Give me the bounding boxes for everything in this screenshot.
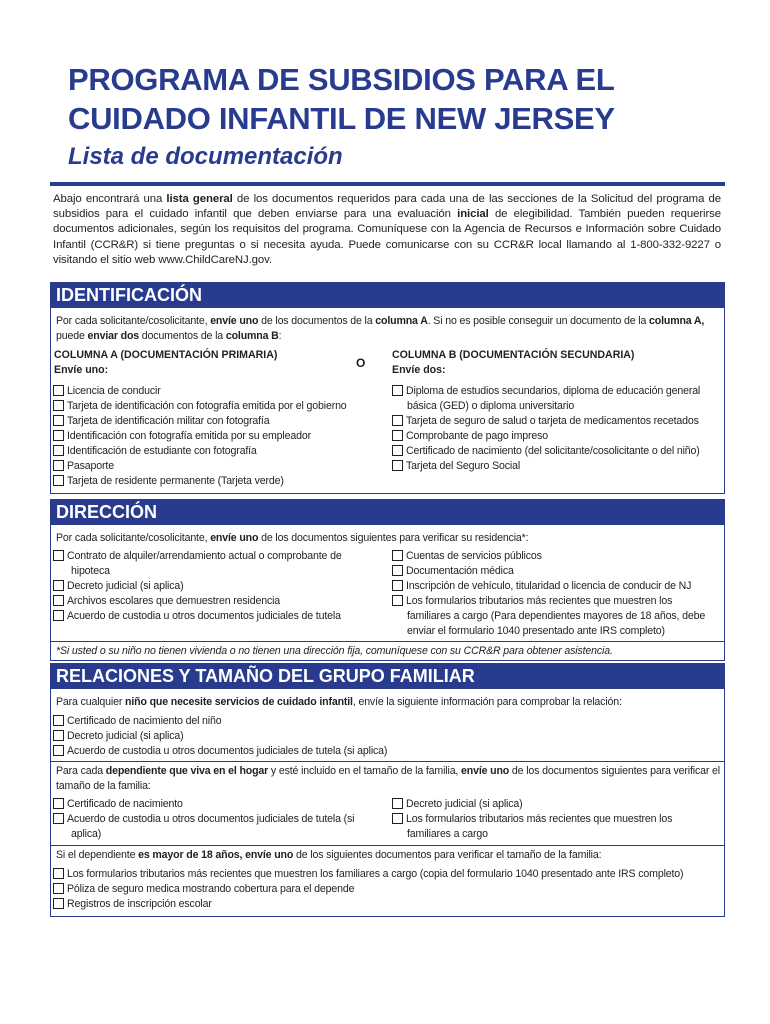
checkbox-item[interactable] [53,744,387,759]
checkbox-item[interactable] [53,549,342,564]
checkbox[interactable] [392,565,403,576]
checkbox-item[interactable] [53,729,184,744]
checkbox[interactable] [53,868,64,879]
title-rule [50,182,725,186]
instr-bold: columna B [225,329,279,342]
checkbox[interactable] [392,460,403,471]
checkbox-label: Comprobante de pago impreso [406,430,548,442]
intro-bold: lista general [166,193,233,205]
checkbox-label: hipoteca [71,565,110,577]
checkbox-label: Acuerdo de custodia u otros documentos judiciales de tutela [67,610,341,622]
identificacion-instructions [56,314,721,343]
checkbox-label: Certificado de nacimiento [67,798,183,810]
checkbox-label: Acuerdo de custodia u otros documentos judiciales de tutela (si [67,813,355,825]
checkbox-label: Decreto judicial (si aplica) [67,730,184,742]
instr-bold: envíe uno [210,315,259,327]
instr-bold: dependiente que viva en el hogar [105,765,269,777]
checkbox-item[interactable] [392,459,520,474]
checkbox-item[interactable] [53,714,222,729]
instr-text: y esté incluido en el tamaño de la familia, [268,765,462,777]
checkbox-label: Registros de inscripción escolar [67,898,212,910]
instr-bold: envíe uno [210,532,259,544]
checkbox-item[interactable] [392,594,672,609]
checkbox-label: Póliza de seguro medica mostrando cobertura para el depende [67,883,355,895]
checkbox[interactable] [53,430,64,441]
checkbox-label: básica (GED) o diploma universitario [407,400,575,412]
checkbox[interactable] [53,745,64,756]
instr-bold: enviar dos [87,329,140,342]
instr-text: documentos de la [139,329,226,342]
instr-bold: columna A [375,315,428,327]
checkbox-item[interactable] [53,882,354,897]
checkbox[interactable] [392,430,403,441]
column-b-title: COLUMNA B (DOCUMENTACIÓN SECUNDARIA) [392,349,635,361]
checkbox-label: familiares a cargo (Para dependientes mayores de 18 años, debe [407,610,706,622]
instr-text: de los siguientes documentos para verificar el tamaño de la familia: [293,849,602,861]
checkbox-item[interactable] [53,429,311,444]
checkbox-item[interactable] [392,812,672,827]
divider [51,761,724,762]
checkbox-item[interactable] [53,384,161,399]
instr-text: Para cualquier [56,696,126,708]
checkbox-label: Licencia de conducir [67,385,161,397]
intro-paragraph [53,192,721,268]
checkbox-item[interactable] [392,797,523,812]
checkbox-label: aplica) [71,828,102,840]
checkbox-label: Tarjeta del Seguro Social [406,460,521,472]
checkbox-label: enviar el formulario 1040 presentado ante IRS completo) [407,625,665,637]
divider [51,845,724,846]
checkbox-continuation [392,399,574,414]
title-line-2: CUIDADO INFANTIL DE NEW JERSEY [68,101,615,136]
checkbox-item[interactable] [392,549,542,564]
checkbox-label: Archivos escolares que demuestren residencia [67,595,281,607]
instr-text: de los documentos siguientes para verificar el tamaño de la familia: [56,765,720,792]
title-line-1: PROGRAMA DE SUBSIDIOS PARA EL [68,62,615,97]
checkbox-item[interactable] [53,797,183,812]
checkbox-label: Pasaporte [67,460,114,472]
checkbox-label: Inscripción de vehículo, titularidad o licencia de conducir de NJ [406,580,692,592]
checkbox-label: Cuentas de servicios públicos [406,550,542,562]
checkbox[interactable] [392,385,403,396]
checkbox[interactable] [53,595,64,606]
instr-text: , envíe la siguiente información para comprobar la relación: [352,696,622,708]
checkbox-item[interactable] [53,444,257,459]
checkbox-label: Los formularios tributarios más recientes que muestren los familiares a cargo (copia del formulario 1040 presentado ante IRS completo) [67,868,684,880]
checkbox-item[interactable] [53,594,280,609]
checkbox-label: Contrato de alquiler/arrendamiento actual o comprobante de [67,550,342,562]
checkbox-item[interactable] [53,897,212,912]
relaciones-instructions-1 [56,695,721,710]
checkbox-item[interactable] [53,579,184,594]
checkbox-continuation [56,827,101,842]
instr-text: Para cada [56,765,106,777]
checkbox-label: Tarjeta de identificación militar con fotografía [67,415,270,427]
checkbox[interactable] [53,475,64,486]
intro-bold: inicial [457,208,489,221]
instr-text: de los documentos de la [258,315,376,327]
instr-text: Por cada solicitante/cosolicitante, [56,315,211,327]
checkbox-item[interactable] [53,459,114,474]
checkbox[interactable] [53,445,64,456]
column-a-subtitle: Envíe uno: [54,364,109,376]
intro-text: de elegibilidad. También pueden requerirse documentos adicionales, según los requisitos del programa. Comuníquese con la Agencia de Recursos e Información sobre Cuidado Infantil (CCR&R) si tiene preguntas o si necesita ayuda. Puede comunicarse con su CCR&R local llamando al 1-800-332-9227 o visitando el sitio web www.ChildCareNJ.gov. [53,208,721,266]
checkbox[interactable] [392,550,403,561]
relaciones-heading: RELACIONES Y TAMAÑO DEL GRUPO FAMILIAR [51,664,724,689]
checkbox[interactable] [53,798,64,809]
checkbox-label: Certificado de nacimiento (del solicitante/cosolicitante o del niño) [406,445,700,457]
checkbox-label: Acuerdo de custodia u otros documentos judiciales de tutela (si aplica) [67,745,388,757]
checkbox[interactable] [53,813,64,824]
checkbox-item[interactable] [53,474,284,489]
checkbox-item[interactable] [53,414,269,429]
checkbox-label: Diploma de estudios secundarios, diploma de educación general [406,385,701,397]
checkbox-item[interactable] [53,812,354,827]
checkbox-label: familiares a cargo [407,828,488,840]
checkbox-continuation [392,624,665,639]
checkbox-item[interactable] [53,867,683,882]
checkbox[interactable] [53,400,64,411]
checkbox[interactable] [53,385,64,396]
instr-text: puede [56,329,88,342]
instr-text: . Si no es posible conseguir un documento de la [427,315,650,327]
checkbox-item[interactable] [392,384,700,399]
direccion-heading: DIRECCIÓN [51,500,724,525]
checkbox-item[interactable] [392,414,699,429]
checkbox[interactable] [53,550,64,561]
checkbox[interactable] [392,813,403,824]
checkbox-item[interactable] [53,399,347,414]
checkbox-label: Tarjeta de residente permanente (Tarjeta verde) [67,475,284,487]
checkbox-item[interactable] [392,444,700,459]
checkbox-label: Tarjeta de seguro de salud o tarjeta de medicamentos recetados [406,415,699,427]
instr-text: de los documentos siguientes para verificar su residencia*: [258,532,529,544]
checkbox-label: Documentación médica [406,565,514,577]
page-subtitle: Lista de documentación [68,143,343,170]
direccion-instructions [56,531,721,546]
checkbox-label: Identificación de estudiante con fotografía [67,445,257,457]
checkbox-item[interactable] [392,579,691,594]
homeless-note: *Si usted o su niño no tienen vivienda o no tienen una dirección fija, comuníquese con su CCR&R para obtener asistencia. [56,645,613,657]
relaciones-section [50,663,725,917]
checkbox[interactable] [392,415,403,426]
checkbox[interactable] [53,715,64,726]
page-title [68,60,748,138]
relaciones-instructions-2 [56,764,721,793]
checkbox-label: Tarjeta de identificación con fotografía emitida por el gobierno [67,400,347,412]
instr-text: Por cada solicitante/cosolicitante, [56,532,211,544]
checkbox[interactable] [53,883,64,894]
checkbox-continuation [392,609,705,624]
identificacion-heading: IDENTIFICACIÓN [51,283,724,308]
identificacion-section [50,282,725,494]
intro-text: Abajo encontrará una [53,193,167,205]
direccion-section [50,499,725,661]
checkbox[interactable] [392,798,403,809]
checkbox-item[interactable] [53,609,341,624]
instr-text: Si el dependiente [56,849,139,861]
checkbox[interactable] [392,595,403,606]
checkbox[interactable] [53,580,64,591]
checkbox[interactable] [392,445,403,456]
checkbox-label: Identificación con fotografía emitida por su empleador [67,430,311,442]
checkbox-continuation [56,564,110,579]
checkbox-label: Decreto judicial (si aplica) [406,798,523,810]
column-a-title: COLUMNA A (DOCUMENTACIÓN PRIMARIA) [54,349,278,361]
checkbox-label: Los formularios tributarios más recientes que muestren los [406,595,673,607]
checkbox-label: Decreto judicial (si aplica) [67,580,184,592]
checkbox-label: Certificado de nacimiento del niño [67,715,222,727]
checkbox-continuation [392,827,488,842]
divider [51,641,724,642]
checkbox[interactable] [53,730,64,741]
checkbox[interactable] [53,610,64,621]
instr-text: : [278,329,282,342]
instr-bold: niño que necesite servicios de cuidado infantil [125,696,353,708]
checkbox-label: Los formularios tributarios más recientes que muestren los [406,813,673,825]
column-b-subtitle: Envíe dos: [392,364,446,376]
checkbox[interactable] [53,898,64,909]
instr-bold: columna A, [649,315,705,327]
checkbox[interactable] [53,460,64,471]
intro-text: de los documentos requeridos para cada una de las secciones de la Solicitud del programa de subsidios para el cuidado infantil que deben enviarse para una evaluación [53,193,721,221]
checkbox-item[interactable] [392,429,548,444]
instr-bold: es mayor de 18 años, envíe uno [138,849,294,861]
relaciones-instructions-3 [56,848,721,863]
instr-bold: envíe uno [461,765,510,777]
checkbox[interactable] [53,415,64,426]
checkbox[interactable] [392,580,403,591]
checkbox-item[interactable] [392,564,514,579]
or-label: O [356,356,366,370]
